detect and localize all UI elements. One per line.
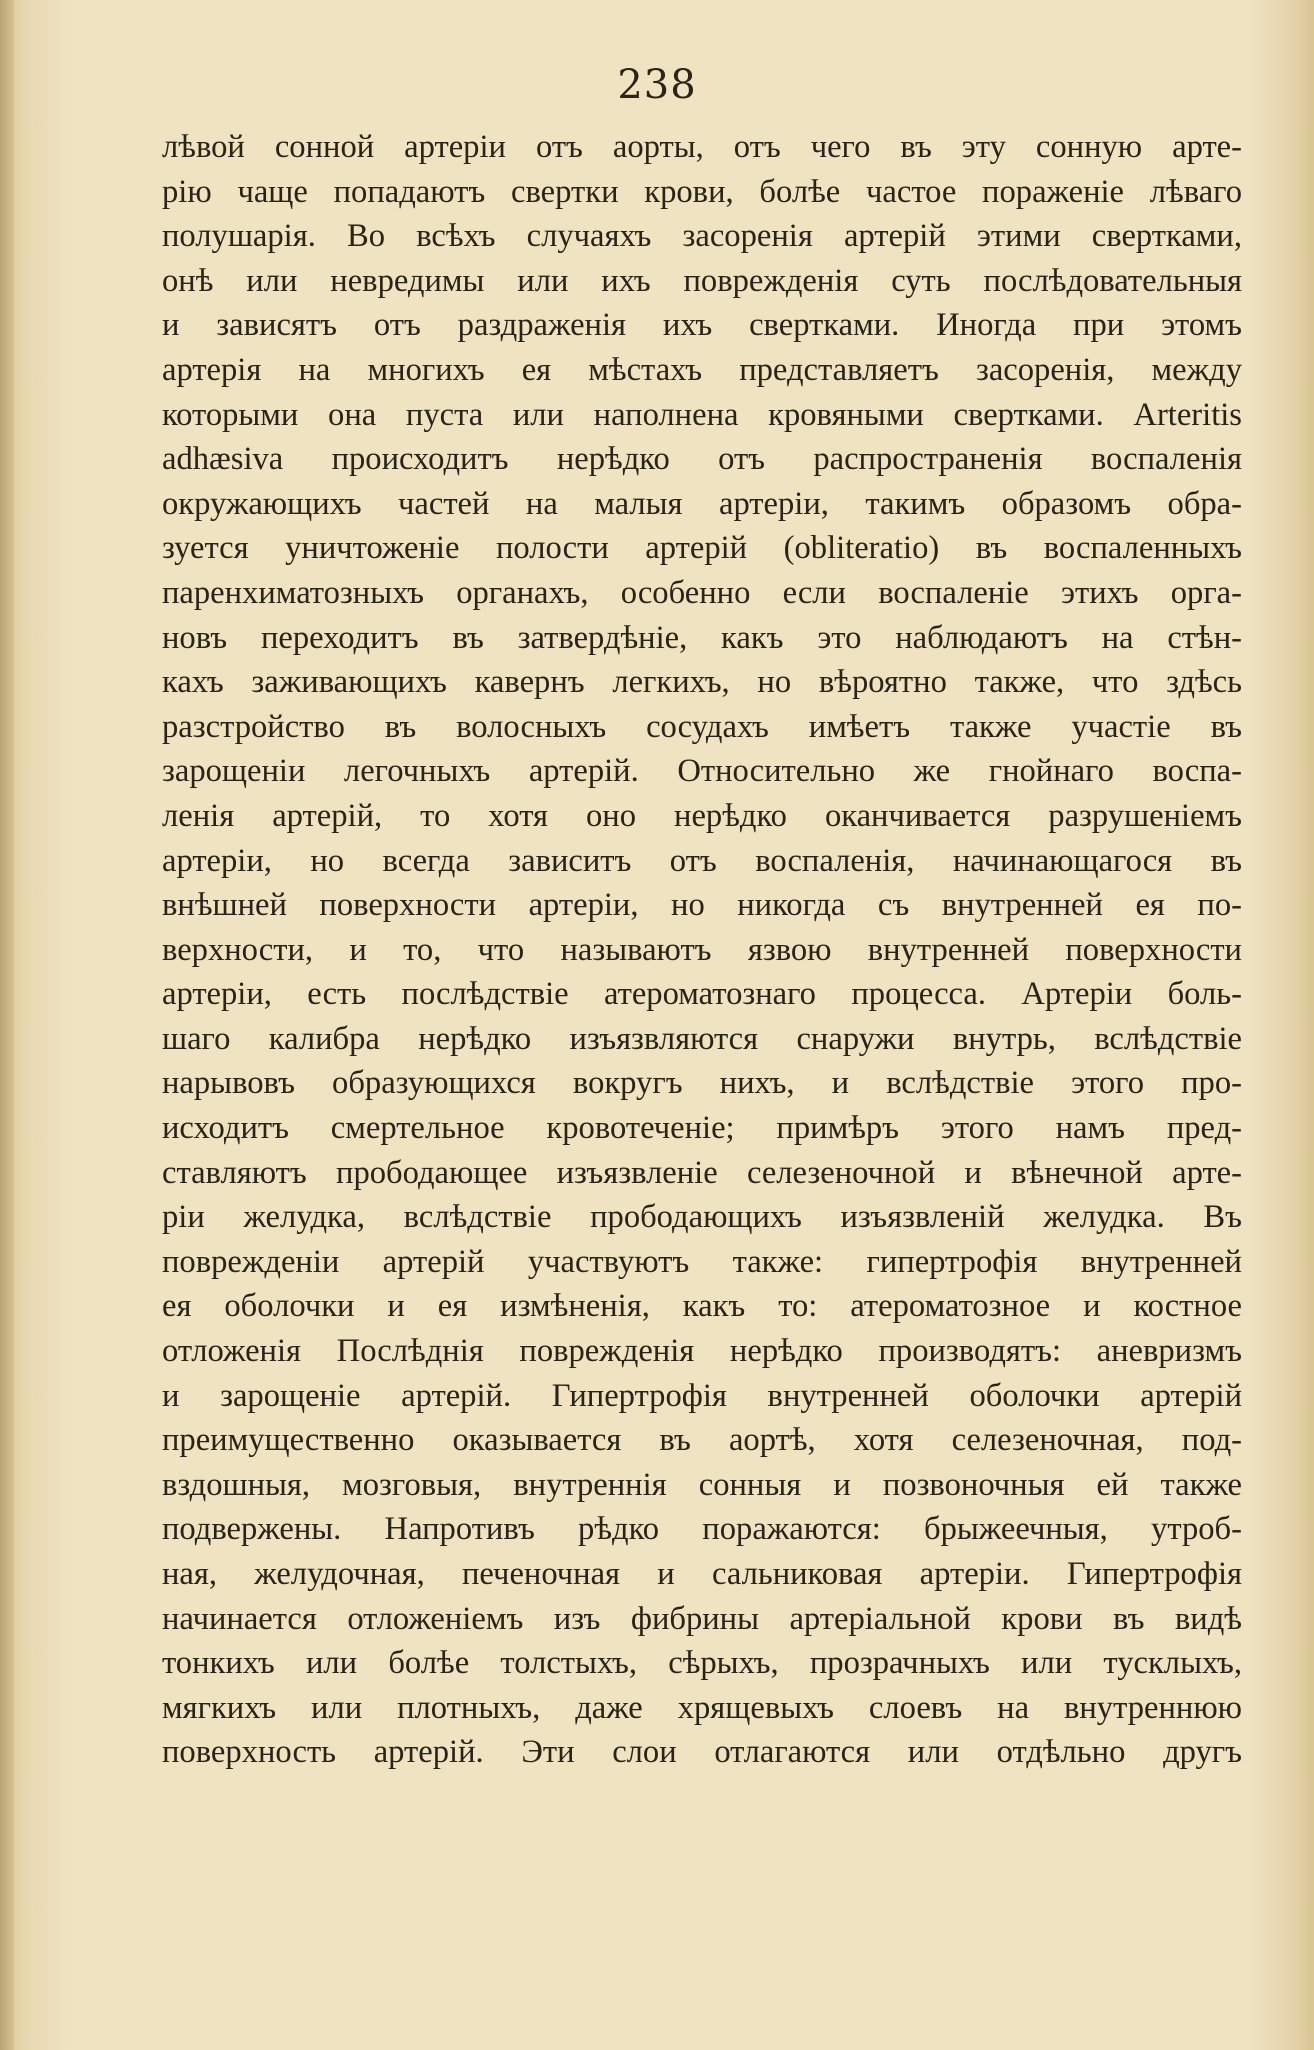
text-line: подвержены. Напротивъ рѣдко поражаются: брыжеечныя, утроб- <box>162 1511 1242 1548</box>
text-line: и зарощеніе артерій. Гипертрофія внутренней оболочки артерій <box>162 1377 1242 1414</box>
text-line: паренхиматозныхъ органахъ, особенно если воспаленіе этихъ орга- <box>162 574 1242 611</box>
text-line: разстройство въ волосныхъ сосудахъ имѣетъ также участіе въ <box>162 708 1242 745</box>
text-line: ная, желудочная, печеночная и сальниковая артеріи. Гипертрофія <box>162 1556 1242 1592</box>
text-line: артеріи, но всегда зависитъ отъ воспаленія, начинающагося въ <box>162 842 1242 879</box>
text-line: и зависятъ отъ раздраженія ихъ свертками. Иногда при этомъ <box>162 307 1242 344</box>
text-line: зарощеніи легочныхъ артерій. Относительно же гнойнаго воспа- <box>162 753 1242 790</box>
text-line: зуется уничтоженіе полости артерій (obliteratio) въ воспаленныхъ <box>162 530 1242 567</box>
text-line: кахъ заживающихъ кавернъ легкихъ, но вѣроятно также, что здѣсь <box>162 664 1242 701</box>
text-line: окружающихъ частей на малыя артеріи, такимъ образомъ обра- <box>162 485 1242 522</box>
text-line: ставляютъ прободающее изъязвленіе селезеночной и вѣнечной арте- <box>162 1154 1242 1191</box>
page-number: 238 <box>617 62 697 108</box>
text-line: ленія артерій, то хотя оно нерѣдко оканчивается разрушеніемъ <box>162 797 1242 834</box>
text-line: начинается отложеніемъ изъ фибрины артеріальной крови въ видѣ <box>162 1600 1242 1637</box>
text-line: артерія на многихъ ея мѣстахъ представляетъ засоренія, между <box>162 351 1242 388</box>
text-line: верхности, и то, что называютъ язвою внутренней поверхности <box>162 931 1242 968</box>
text-line: ея оболочки и ея измѣненія, какъ то: атероматозное и костное <box>162 1288 1242 1325</box>
text-line: вздошныя, мозговыя, внутреннія сонныя и позвоночныя ей также <box>162 1466 1242 1503</box>
text-line: тонкихъ или болѣе толстыхъ, сѣрыхъ, прозрачныхъ или тусклыхъ, <box>162 1645 1242 1682</box>
text-line: шаго калибра нерѣдко изъязвляются снаружи внутрь, вслѣдствіе <box>162 1020 1242 1057</box>
text-line: исходитъ смертельное кровотеченіе; примѣръ этого намъ пред- <box>162 1110 1242 1147</box>
text-line: отложенія Послѣднія поврежденія нерѣдко производятъ: аневризмъ <box>162 1333 1242 1370</box>
text-line: онѣ или невредимы или ихъ поврежденія суть послѣдовательныя <box>162 262 1242 299</box>
text-line: которыми она пуста или наполнена кровяными свертками. Arteritis <box>162 396 1242 433</box>
text-line: ріи желудка, вслѣдствіе прободающихъ изъязвленій желудка. Въ <box>162 1199 1242 1236</box>
text-line: adhæsiva происходитъ нерѣдко отъ распространенія воспаленія <box>162 441 1242 478</box>
text-line: лѣвой сонной артеріи отъ аорты, отъ чего въ эту сонную арте- <box>162 129 1242 165</box>
text-line: артеріи, есть послѣдствіе атероматознаго процесса. Артеріи боль- <box>162 976 1242 1013</box>
text-line: рію чаще попадаютъ свертки крови, болѣе частое пораженіе лѣваго <box>162 173 1242 210</box>
body-text <box>162 125 1242 1775</box>
text-line: поврежденіи артерій участвуютъ также: гипертрофія внутренней <box>162 1243 1242 1280</box>
text-line: внѣшней поверхности артеріи, но никогда съ внутренней ея по- <box>162 887 1242 924</box>
text-line: нарывовъ образующихся вокругъ нихъ, и вслѣдствіе этого про- <box>162 1065 1242 1102</box>
text-line: поверхность артерій. Эти слои отлагаются или отдѣльно другъ <box>162 1734 1242 1771</box>
text-line: новъ переходитъ въ затвердѣніе, какъ это наблюдаютъ на стѣн- <box>162 619 1242 656</box>
text-line: мягкихъ или плотныхъ, даже хрящевыхъ слоевъ на внутреннюю <box>162 1689 1242 1726</box>
text-line: полушарія. Во всѣхъ случаяхъ засоренія артерій этими свертками, <box>162 218 1242 255</box>
text-line: преимущественно оказывается въ аортѣ, хотя селезеночная, под- <box>162 1422 1242 1459</box>
